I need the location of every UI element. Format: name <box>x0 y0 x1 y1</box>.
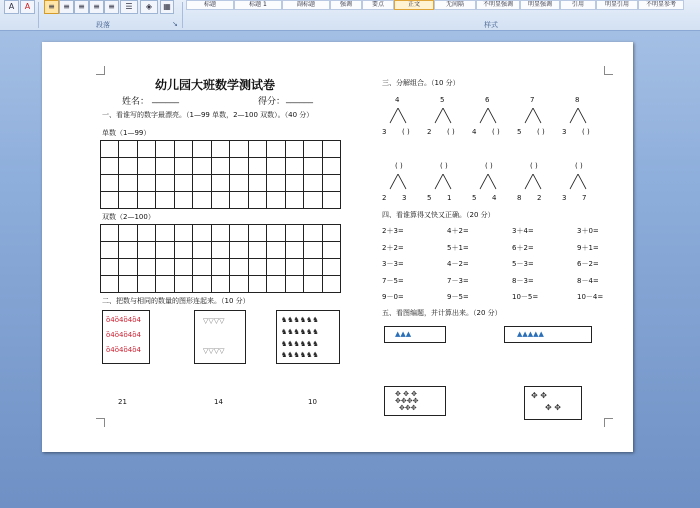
grid-cell[interactable] <box>249 141 267 158</box>
grid-cell[interactable] <box>304 141 322 158</box>
style-intense-emphasis[interactable]: 明显强调 <box>520 0 560 10</box>
grid-cell[interactable] <box>175 242 193 259</box>
calc-problem: 3＋4= <box>512 227 534 235</box>
duck-icon: ♞♞♞♞♞♞ <box>281 340 319 348</box>
calc-problem: 8－3= <box>512 276 534 285</box>
calc-problem: 4＋2= <box>447 227 469 235</box>
apple-icon: ὃ4ὃ4ὃ4ὃ4 <box>106 331 141 339</box>
grid-cell[interactable] <box>175 141 193 158</box>
align-right-tool[interactable]: ≡ <box>74 0 89 14</box>
style-normal[interactable]: 正文 <box>394 0 434 10</box>
style-subtle-reference[interactable]: 不明显参考 <box>638 0 684 10</box>
grid-cell[interactable] <box>156 175 174 192</box>
grid-cell[interactable] <box>212 158 230 175</box>
style-intense-quote[interactable]: 明显引用 <box>596 0 638 10</box>
paragraph-group-label: 段落 <box>96 21 110 29</box>
calc-problem: 6＋2= <box>512 243 534 252</box>
grid-cell[interactable] <box>212 259 230 276</box>
distributed-tool[interactable]: ≡ <box>104 0 119 14</box>
tree-right: ( ) <box>447 128 455 136</box>
grid-cell[interactable] <box>156 259 174 276</box>
grid-cell[interactable] <box>138 158 156 175</box>
grid-cell[interactable] <box>267 259 285 276</box>
name-blank: ______ <box>152 94 179 104</box>
match-number: 21 <box>118 398 127 406</box>
grid-cell[interactable] <box>119 259 137 276</box>
calc-problem: 7－3= <box>447 276 469 285</box>
grid-cell[interactable] <box>230 175 248 192</box>
grid-cell[interactable] <box>230 141 248 158</box>
even-numbers-label: 双数（2—100） <box>102 213 155 221</box>
picture-box-apples <box>102 310 150 364</box>
grid-cell[interactable] <box>323 158 341 175</box>
grid-cell[interactable] <box>119 242 137 259</box>
grid-cell[interactable] <box>323 259 341 276</box>
picture-box-fish-right <box>524 386 582 420</box>
tree-branch <box>388 108 408 124</box>
separator <box>38 2 39 28</box>
picture-box-icecream <box>194 310 246 364</box>
grid-cell[interactable] <box>101 242 119 259</box>
align-left-tool[interactable]: ≡ <box>44 0 59 14</box>
grid-cell[interactable] <box>286 242 304 259</box>
line-spacing-icon[interactable]: ☰ <box>120 0 138 14</box>
question-1: 一、看谁写的数字最漂亮。（1—99 单数，2—100 双数）。（40 分） <box>102 111 314 119</box>
grid-cell[interactable] <box>193 242 211 259</box>
grid-cell[interactable] <box>138 175 156 192</box>
even-number-grid[interactable] <box>100 224 341 293</box>
grid-cell[interactable] <box>175 276 193 293</box>
grid-cell[interactable] <box>156 225 174 242</box>
score-blank: ______ <box>286 94 313 104</box>
crop-mark <box>604 66 613 75</box>
align-center-tool[interactable]: ≡ <box>59 0 74 14</box>
fish-icon: ✥ ✥ <box>531 391 547 400</box>
grid-cell[interactable] <box>175 175 193 192</box>
grid-cell[interactable] <box>249 158 267 175</box>
grid-cell[interactable] <box>101 225 119 242</box>
grid-cell[interactable] <box>286 259 304 276</box>
grid-cell[interactable] <box>101 158 119 175</box>
tree-left: 5 <box>427 194 432 202</box>
tree-left: 3 <box>562 194 567 202</box>
tree-left: 2 <box>382 194 387 202</box>
grid-cell[interactable] <box>286 141 304 158</box>
calc-problem: 10－5= <box>512 293 539 301</box>
grid-cell[interactable] <box>286 225 304 242</box>
grid-cell[interactable] <box>323 141 341 158</box>
tree-left: 3 <box>562 128 567 136</box>
calc-problem: 9＋1= <box>577 243 599 252</box>
crop-mark <box>604 418 613 427</box>
grid-cell[interactable] <box>267 141 285 158</box>
grid-cell[interactable] <box>267 242 285 259</box>
tree-left: 5 <box>517 128 522 136</box>
grid-cell[interactable] <box>101 259 119 276</box>
ribbon <box>0 0 700 31</box>
grid-cell[interactable] <box>138 141 156 158</box>
picture-box-fish-left <box>384 386 446 416</box>
tree-top: ( ) <box>440 162 448 170</box>
tree-right: 7 <box>582 194 587 202</box>
grid-cell[interactable] <box>267 192 285 209</box>
grid-cell[interactable] <box>119 158 137 175</box>
calc-problem: 8－4= <box>577 276 599 285</box>
apple-icon: ὃ4ὃ4ὃ4ὃ4 <box>106 346 141 354</box>
fish-icon: ✥ ✥ <box>545 403 561 412</box>
picture-box-birds-left <box>384 326 446 343</box>
grid-cell[interactable] <box>304 276 322 293</box>
grid-cell[interactable] <box>175 158 193 175</box>
grid-cell[interactable] <box>175 259 193 276</box>
duck-icon: ♞♞♞♞♞♞ <box>281 351 319 359</box>
tree-right: 1 <box>447 194 452 202</box>
grid-cell[interactable] <box>323 192 341 209</box>
calc-problem: 5－3= <box>512 260 534 268</box>
grid-cell[interactable] <box>138 242 156 259</box>
grid-cell[interactable] <box>304 242 322 259</box>
grid-cell[interactable] <box>286 158 304 175</box>
grid-cell[interactable] <box>230 259 248 276</box>
grid-cell[interactable] <box>230 276 248 293</box>
calc-problem: 5＋1= <box>447 243 469 252</box>
question-2: 二、把数与相同的数量的图形连起来。（10 分） <box>102 297 250 305</box>
picture-box-ducks <box>276 310 340 364</box>
grid-cell[interactable] <box>230 225 248 242</box>
tree-right: ( ) <box>492 128 500 136</box>
tree-branch <box>568 108 588 124</box>
apple-icon: ὃ4ὃ4ὃ4ὃ4 <box>106 316 141 324</box>
grid-cell[interactable] <box>156 141 174 158</box>
tree-left: 2 <box>427 128 432 136</box>
justify-tool[interactable]: ≡ <box>89 0 104 14</box>
tree-top: 4 <box>395 96 400 104</box>
question-3: 三、分解组合。（10 分） <box>382 79 460 87</box>
tree-left: 3 <box>382 128 387 136</box>
tree-left: 8 <box>517 194 522 202</box>
grid-cell[interactable] <box>249 259 267 276</box>
odd-number-grid[interactable] <box>100 140 341 209</box>
calc-problem: 2＋3= <box>382 227 404 235</box>
border-icon[interactable]: ▦ <box>160 0 174 14</box>
tree-branch <box>568 174 588 190</box>
style-no-spacing[interactable]: 无间隔 <box>434 0 476 10</box>
calc-problem: 4－2= <box>447 260 469 268</box>
style-emphasis[interactable]: 强调 <box>330 0 362 10</box>
odd-numbers-label: 单数（1—99） <box>102 129 151 137</box>
grid-cell[interactable] <box>193 259 211 276</box>
calc-problem: 7－5= <box>382 276 404 285</box>
tree-top: ( ) <box>485 162 493 170</box>
bird-icon: ▲▲▲ <box>395 330 412 338</box>
grid-cell[interactable] <box>193 192 211 209</box>
grid-cell[interactable] <box>212 192 230 209</box>
grid-cell[interactable] <box>212 175 230 192</box>
grid-cell[interactable] <box>138 276 156 293</box>
tree-branch <box>478 174 498 190</box>
style-quote[interactable]: 引用 <box>560 0 596 10</box>
grid-cell[interactable] <box>119 175 137 192</box>
tree-top: 6 <box>485 96 490 104</box>
match-number: 10 <box>308 398 317 406</box>
grid-cell[interactable] <box>119 192 137 209</box>
page-title: 幼儿园大班数学测试卷 <box>155 78 276 92</box>
fish-icon: ✥✥✥✥ <box>395 397 419 405</box>
grid-cell[interactable] <box>304 192 322 209</box>
calc-problem: 10－4= <box>577 293 604 301</box>
grid-cell[interactable] <box>212 242 230 259</box>
tree-top: ( ) <box>530 162 538 170</box>
tree-branch <box>433 108 453 124</box>
separator <box>182 2 183 28</box>
duck-icon: ♞♞♞♞♞♞ <box>281 328 319 336</box>
styles-group-label: 样式 <box>484 21 498 29</box>
score-label: 得分： <box>258 97 286 107</box>
tree-branch <box>433 174 453 190</box>
calc-problem: 3－3= <box>382 260 404 268</box>
tree-right: ( ) <box>582 128 590 136</box>
grid-cell[interactable] <box>156 158 174 175</box>
grid-cell[interactable] <box>249 175 267 192</box>
grid-cell[interactable] <box>267 225 285 242</box>
tree-branch <box>478 108 498 124</box>
grid-cell[interactable] <box>249 192 267 209</box>
bird-icon: ▲▲▲▲▲ <box>517 330 544 338</box>
grid-cell[interactable] <box>267 175 285 192</box>
icecream-icon: ▽▽▽▽ <box>203 317 225 325</box>
grid-cell[interactable] <box>119 141 137 158</box>
grid-cell[interactable] <box>249 276 267 293</box>
grid-cell[interactable] <box>119 276 137 293</box>
grid-cell[interactable] <box>323 242 341 259</box>
grid-cell[interactable] <box>230 242 248 259</box>
tree-right: 2 <box>537 194 542 202</box>
match-number: 14 <box>214 398 223 406</box>
grid-cell[interactable] <box>101 175 119 192</box>
calc-problem: 9－5= <box>447 293 469 301</box>
crop-mark <box>96 418 105 427</box>
tree-top: 7 <box>530 96 535 104</box>
grid-cell[interactable] <box>249 242 267 259</box>
grid-cell[interactable] <box>286 192 304 209</box>
tree-branch <box>523 108 543 124</box>
text-effect-tool[interactable]: A <box>20 0 35 14</box>
grid-cell[interactable] <box>156 192 174 209</box>
grid-cell[interactable] <box>230 192 248 209</box>
style-heading-1[interactable]: 标题 1 <box>234 0 282 10</box>
grid-cell[interactable] <box>286 175 304 192</box>
grid-cell[interactable] <box>101 276 119 293</box>
grid-cell[interactable] <box>175 225 193 242</box>
tree-right: ( ) <box>402 128 410 136</box>
grid-cell[interactable] <box>267 276 285 293</box>
grid-cell[interactable] <box>138 259 156 276</box>
calc-problem: 2＋2= <box>382 243 404 252</box>
crop-mark <box>96 66 105 75</box>
grid-cell[interactable] <box>323 225 341 242</box>
question-5: 五、看图编题，并计算出来。（20 分） <box>382 309 502 317</box>
tree-branch <box>388 174 408 190</box>
tree-top: 5 <box>440 96 445 104</box>
grid-cell[interactable] <box>304 259 322 276</box>
grid-cell[interactable] <box>101 141 119 158</box>
tree-top: ( ) <box>575 162 583 170</box>
style-subtle-emphasis[interactable]: 不明显强调 <box>476 0 520 10</box>
tree-left: 5 <box>472 194 477 202</box>
duck-icon: ♞♞♞♞♞♞ <box>281 316 319 324</box>
font-color-tool[interactable]: A <box>4 0 19 14</box>
grid-cell[interactable] <box>230 158 248 175</box>
grid-cell[interactable] <box>138 192 156 209</box>
tree-right: 3 <box>402 194 407 202</box>
tree-top: ( ) <box>395 162 403 170</box>
document-page[interactable] <box>42 42 633 452</box>
calc-problem: 3＋0= <box>577 227 599 235</box>
icecream-icon: ▽▽▽▽ <box>203 347 225 355</box>
grid-cell[interactable] <box>138 225 156 242</box>
tree-branch <box>523 174 543 190</box>
fish-icon: ✥✥✥ <box>399 404 417 412</box>
grid-cell[interactable] <box>212 225 230 242</box>
grid-cell[interactable] <box>304 158 322 175</box>
grid-cell[interactable] <box>267 158 285 175</box>
tree-right: 4 <box>492 194 497 202</box>
grid-cell[interactable] <box>286 276 304 293</box>
name-label: 姓名： <box>122 97 150 107</box>
style-strong[interactable]: 要点 <box>362 0 394 10</box>
tree-left: 4 <box>472 128 477 136</box>
grid-cell[interactable] <box>193 225 211 242</box>
question-4: 四、看谁算得又快又正确。（20 分） <box>382 211 495 219</box>
style-heading[interactable]: 标题 <box>186 0 234 10</box>
picture-box-birds-right <box>504 326 592 343</box>
grid-cell[interactable] <box>323 175 341 192</box>
calc-problem: 6－2= <box>577 260 599 268</box>
grid-cell[interactable] <box>323 276 341 293</box>
grid-cell[interactable] <box>193 141 211 158</box>
grid-cell[interactable] <box>156 242 174 259</box>
tree-right: ( ) <box>537 128 545 136</box>
grid-cell[interactable] <box>304 175 322 192</box>
grid-cell[interactable] <box>175 192 193 209</box>
tree-top: 8 <box>575 96 580 104</box>
grid-cell[interactable] <box>119 225 137 242</box>
grid-cell[interactable] <box>193 175 211 192</box>
grid-cell[interactable] <box>212 276 230 293</box>
grid-cell[interactable] <box>193 276 211 293</box>
fish-icon: ✥ ✥ ✥ <box>395 390 418 398</box>
style-subtitle[interactable]: 副标题 <box>282 0 330 10</box>
grid-cell[interactable] <box>101 192 119 209</box>
grid-cell[interactable] <box>304 225 322 242</box>
grid-cell[interactable] <box>249 225 267 242</box>
calc-problem: 9－0= <box>382 293 404 301</box>
grid-cell[interactable] <box>193 158 211 175</box>
shading-icon[interactable]: ◈ <box>140 0 158 14</box>
grid-cell[interactable] <box>156 276 174 293</box>
grid-cell[interactable] <box>212 141 230 158</box>
dialog-launcher-icon[interactable]: ↘ <box>172 20 178 28</box>
